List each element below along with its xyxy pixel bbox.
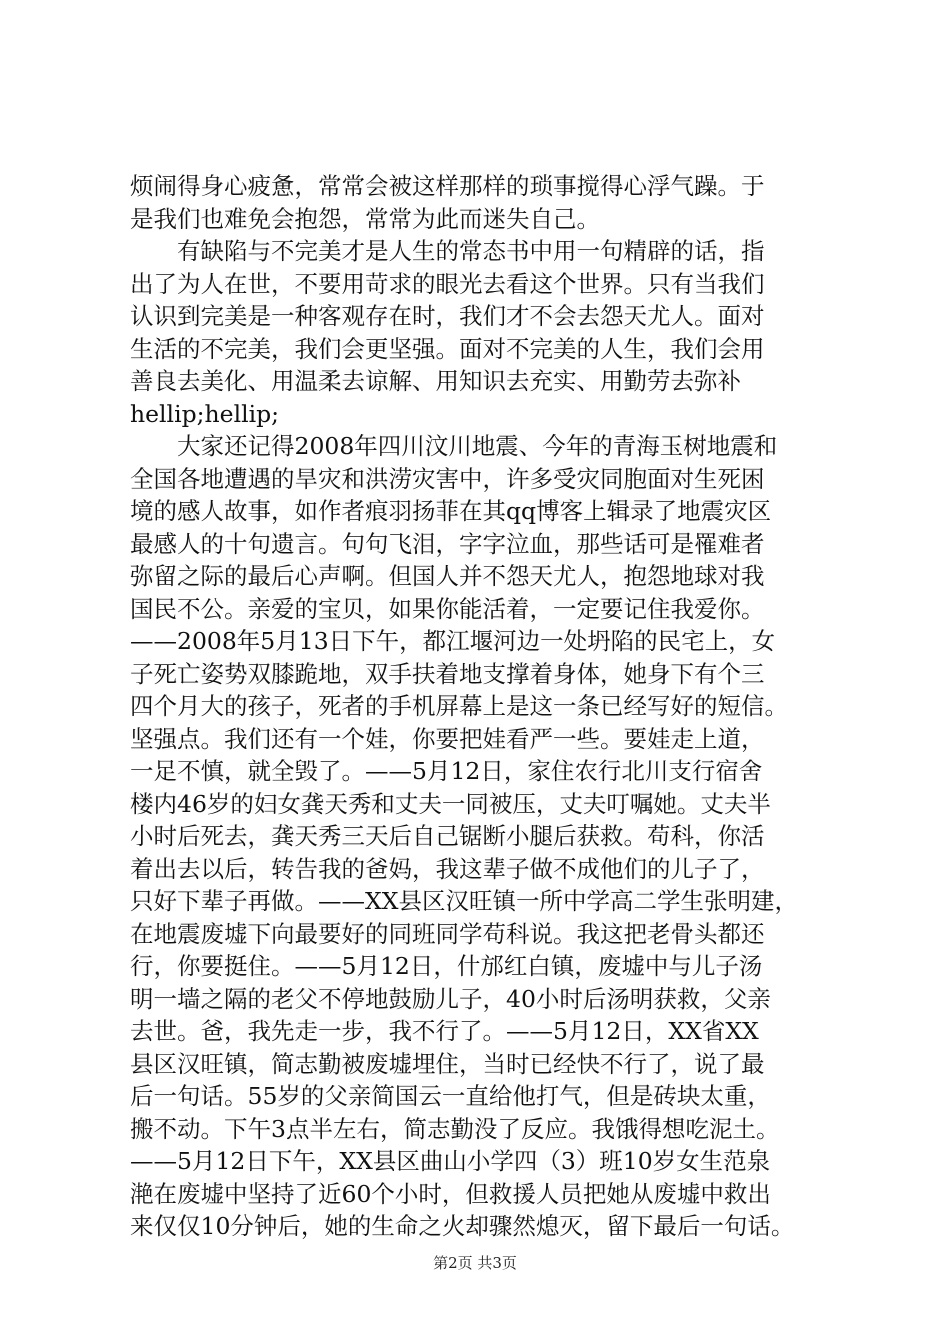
text-line: ——2008年5月13日下午，都江堰河边一处坍陷的民宅上，女 bbox=[130, 627, 776, 655]
text-line: 有缺陷与不完美才是人生的常态书中用一句精辟的话，指 bbox=[177, 237, 765, 265]
text-line: 全国各地遭遇的旱灾和洪涝灾害中，许多受灾同胞面对生死困 bbox=[130, 464, 765, 493]
text-line: ——5月12日下午，XX县区曲山小学四（3）班10岁女生范泉 bbox=[130, 1147, 771, 1175]
text-line: 烦闹得身心疲惫，常常会被这样那样的琐事搅得心浮气躁。于 bbox=[130, 172, 765, 200]
text-line: 国民不公。亲爱的宝贝，如果你能活着，一定要记住我爱你。 bbox=[130, 594, 765, 623]
text-line: 最感人的十句遗言。句句飞泪，字字泣血，那些话可是罹难者 bbox=[130, 529, 765, 558]
text-line: 在地震废墟下向最要好的同班同学苟科说。我这把老骨头都还 bbox=[130, 919, 765, 948]
text-line: 楼内46岁的妇女龚天秀和丈夫一同被压，丈夫叮嘱她。丈夫半 bbox=[130, 789, 771, 818]
text-line: 坚强点。我们还有一个娃，你要把娃看严一些。要娃走上道， bbox=[130, 724, 765, 753]
page-footer: 第2页 共3页 bbox=[433, 1254, 517, 1272]
text-line: 行，你要挺住。——5月12日，什邡红白镇，废墟中与儿子汤 bbox=[130, 952, 763, 980]
text-line: 大家还记得2008年四川汶川地震、今年的青海玉树地震和 bbox=[177, 432, 778, 460]
text-line: 出了为人在世，不要用苛求的眼光去看这个世界。只有当我们 bbox=[130, 269, 765, 298]
text-line: 认识到完美是一种客观存在时，我们才不会去怨天尤人。面对 bbox=[130, 302, 765, 330]
text-line: 善良去美化、用温柔去谅解、用知识去充实、用勤劳去弥补 bbox=[130, 367, 741, 395]
text-line: 去世。爸，我先走一步，我不行了。——5月12日，XX省XX bbox=[130, 1017, 759, 1045]
document-body bbox=[130, 170, 830, 1243]
text-line: 弥留之际的最后心声啊。但国人并不怨天尤人，抱怨地球对我 bbox=[130, 562, 765, 590]
text-line: 一足不慎，就全毁了。——5月12日，家住农行北川支行宿舍 bbox=[130, 757, 763, 785]
text-line: 生活的不完美，我们会更坚强。面对不完美的人生，我们会用 bbox=[130, 334, 765, 363]
text-line: 只好下辈子再做。——XX县区汉旺镇一所中学高二学生张明建， bbox=[130, 887, 798, 915]
text-line: 滟在废墟中坚持了近60个小时，但救援人员把她从废墟中救出 bbox=[130, 1179, 771, 1208]
text-line: 来仅仅10分钟后，她的生命之火却骤然熄灭，留下最后一句话。 bbox=[130, 1212, 795, 1240]
text-line: 着出去以后，转告我的爸妈，我这辈子做不成他们的儿子了， bbox=[130, 854, 765, 883]
text-line: 县区汉旺镇，简志勤被废墟埋住，当时已经快不行了，说了最 bbox=[130, 1049, 765, 1078]
text-line: 后一句话。55岁的父亲简国云一直给他打气，但是砖块太重， bbox=[130, 1082, 771, 1110]
text-line: 是我们也难免会抱怨，常常为此而迷失自己。 bbox=[130, 204, 600, 233]
text-line: 搬不动。下午3点半左右，简志勤没了反应。我饿得想吃泥土。 bbox=[130, 1114, 780, 1143]
text-line: 小时后死去，龚天秀三天后自己锯断小腿后获救。苟科，你活 bbox=[130, 822, 765, 850]
text-line: 明一墙之隔的老父不停地鼓励儿子，40小时后汤明获救，父亲 bbox=[130, 984, 771, 1013]
text-line: 四个月大的孩子，死者的手机屏幕上是这一条已经写好的短信。 bbox=[130, 692, 788, 720]
text-line: 子死亡姿势双膝跪地，双手扶着地支撑着身体，她身下有个三 bbox=[130, 659, 765, 688]
text-line: hellip;hellip; bbox=[130, 399, 280, 428]
text-line: 境的感人故事，如作者痕羽扬菲在其qq博客上辑录了地震灾区 bbox=[130, 497, 772, 525]
